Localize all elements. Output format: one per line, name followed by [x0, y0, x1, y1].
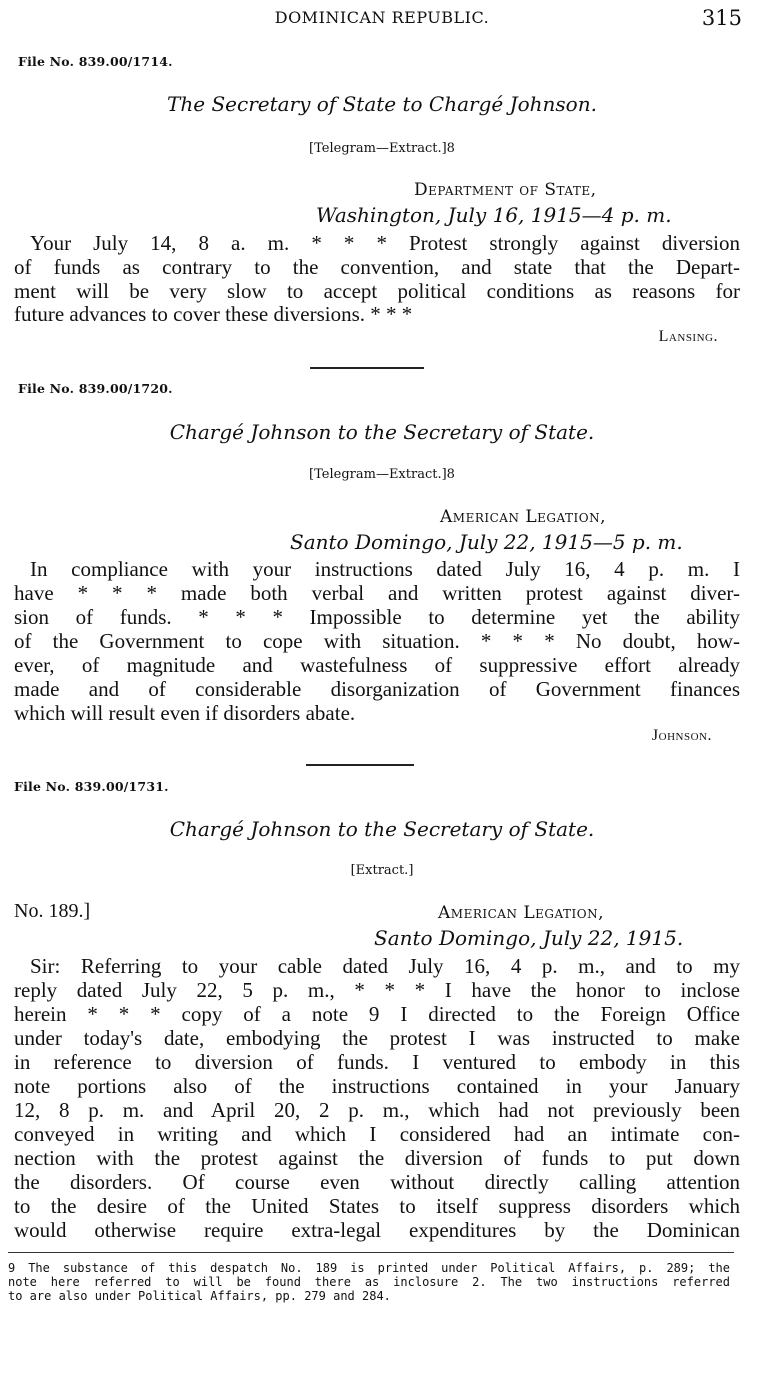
body-line: Your July 14, 8 a. m. * * * Protest strongly against diversion [30, 231, 740, 255]
body-line: conveyed in writing and which I considered had an intimate con- [14, 1122, 740, 1146]
despatch-number: No. 189.] [14, 900, 91, 922]
body-line: under today's date, embodying the protest I was instructed to make [14, 1026, 740, 1050]
file-number: File No. 839.00/1714. [18, 54, 173, 69]
file-number: File No. 839.00/1720. [18, 381, 173, 396]
body-line: future advances to cover these diversions. * * * [14, 302, 413, 326]
body-line: In compliance with your instructions dated July 16, 4 p. m. I [30, 557, 740, 581]
body-line: sion of funds. * * * Impossible to determine yet the ability [14, 605, 740, 629]
body-line: made and of considerable disorganization of Government finances [14, 677, 740, 701]
body-line: herein * * * copy of a note 9 I directed to the Foreign Office [14, 1002, 740, 1026]
page-number: 315 [701, 6, 742, 30]
footnote-line: to are also under Political Affairs, pp. 279 and 284. [8, 1289, 391, 1303]
body-line: ever, of magnitude and wastefulness of suppressive effort already [14, 653, 740, 677]
body-line: the disorders. Of course even without directly calling attention [14, 1170, 740, 1194]
body-line: note portions also of the instructions contained in your January [14, 1074, 740, 1098]
body-line: have * * * made both verbal and written protest against diver- [14, 581, 740, 605]
footnote-rule [8, 1252, 734, 1253]
body-line: of funds as contrary to the convention, and state that the Depart- [14, 255, 740, 279]
body-line: nection with the protest against the diversion of funds to put down [14, 1146, 740, 1170]
body-line: reply dated July 22, 5 p. m., * * * I have the honor to inclose [14, 978, 740, 1002]
file-number: File No. 839.00/1731. [14, 779, 169, 794]
place-and-date: Santo Domingo, July 22, 1915—5 p. m. [290, 530, 683, 554]
sender-office: American Legation, [440, 507, 606, 527]
body-line: 12, 8 p. m. and April 20, 2 p. m., which had not previously been [14, 1098, 740, 1122]
footnote-line: 9 The substance of this despatch No. 189 is printed under Political Affairs, p. 289; the [8, 1261, 730, 1275]
document-type-note: [Telegram—Extract.]8 [309, 141, 455, 156]
document-heading: The Secretary of State to Chargé Johnson. [167, 92, 597, 116]
sender-office: Department of State, [414, 180, 597, 200]
place-and-date: Washington, July 16, 1915—4 p. m. [316, 203, 672, 227]
footnote-line: note here referred to will be found there as inclosure 2. The two instructions referred [8, 1275, 730, 1289]
place-and-date: Santo Domingo, July 22, 1915. [374, 926, 684, 950]
signature: Lansing. [658, 328, 718, 345]
body-line: to the desire of the United States to itself suppress disorders which [14, 1194, 740, 1218]
signature: Johnson. [651, 727, 712, 744]
body-line: would otherwise require extra-legal expenditures by the Dominican [14, 1218, 740, 1242]
document-type-note: [Telegram—Extract.]8 [309, 467, 455, 482]
body-line: of the Government to cope with situation. * * * No doubt, how- [14, 629, 740, 653]
document-heading: Chargé Johnson to the Secretary of State. [169, 420, 595, 444]
sender-office: American Legation, [438, 903, 604, 923]
section-divider [310, 367, 424, 369]
section-divider [306, 764, 414, 766]
running-title: DOMINICAN REPUBLIC. [274, 8, 490, 27]
body-line: in reference to diversion of funds. I ventured to embody in this [14, 1050, 740, 1074]
running-head [0, 6, 764, 32]
document-heading: Chargé Johnson to the Secretary of State. [169, 817, 595, 841]
body-line: ment will be very slow to accept political conditions as reasons for [14, 279, 740, 303]
body-line: Sir: Referring to your cable dated July 16, 4 p. m., and to my [30, 954, 740, 978]
body-line: which will result even if disorders abate. [14, 701, 356, 725]
document-type-note: [Extract.] [350, 863, 414, 878]
